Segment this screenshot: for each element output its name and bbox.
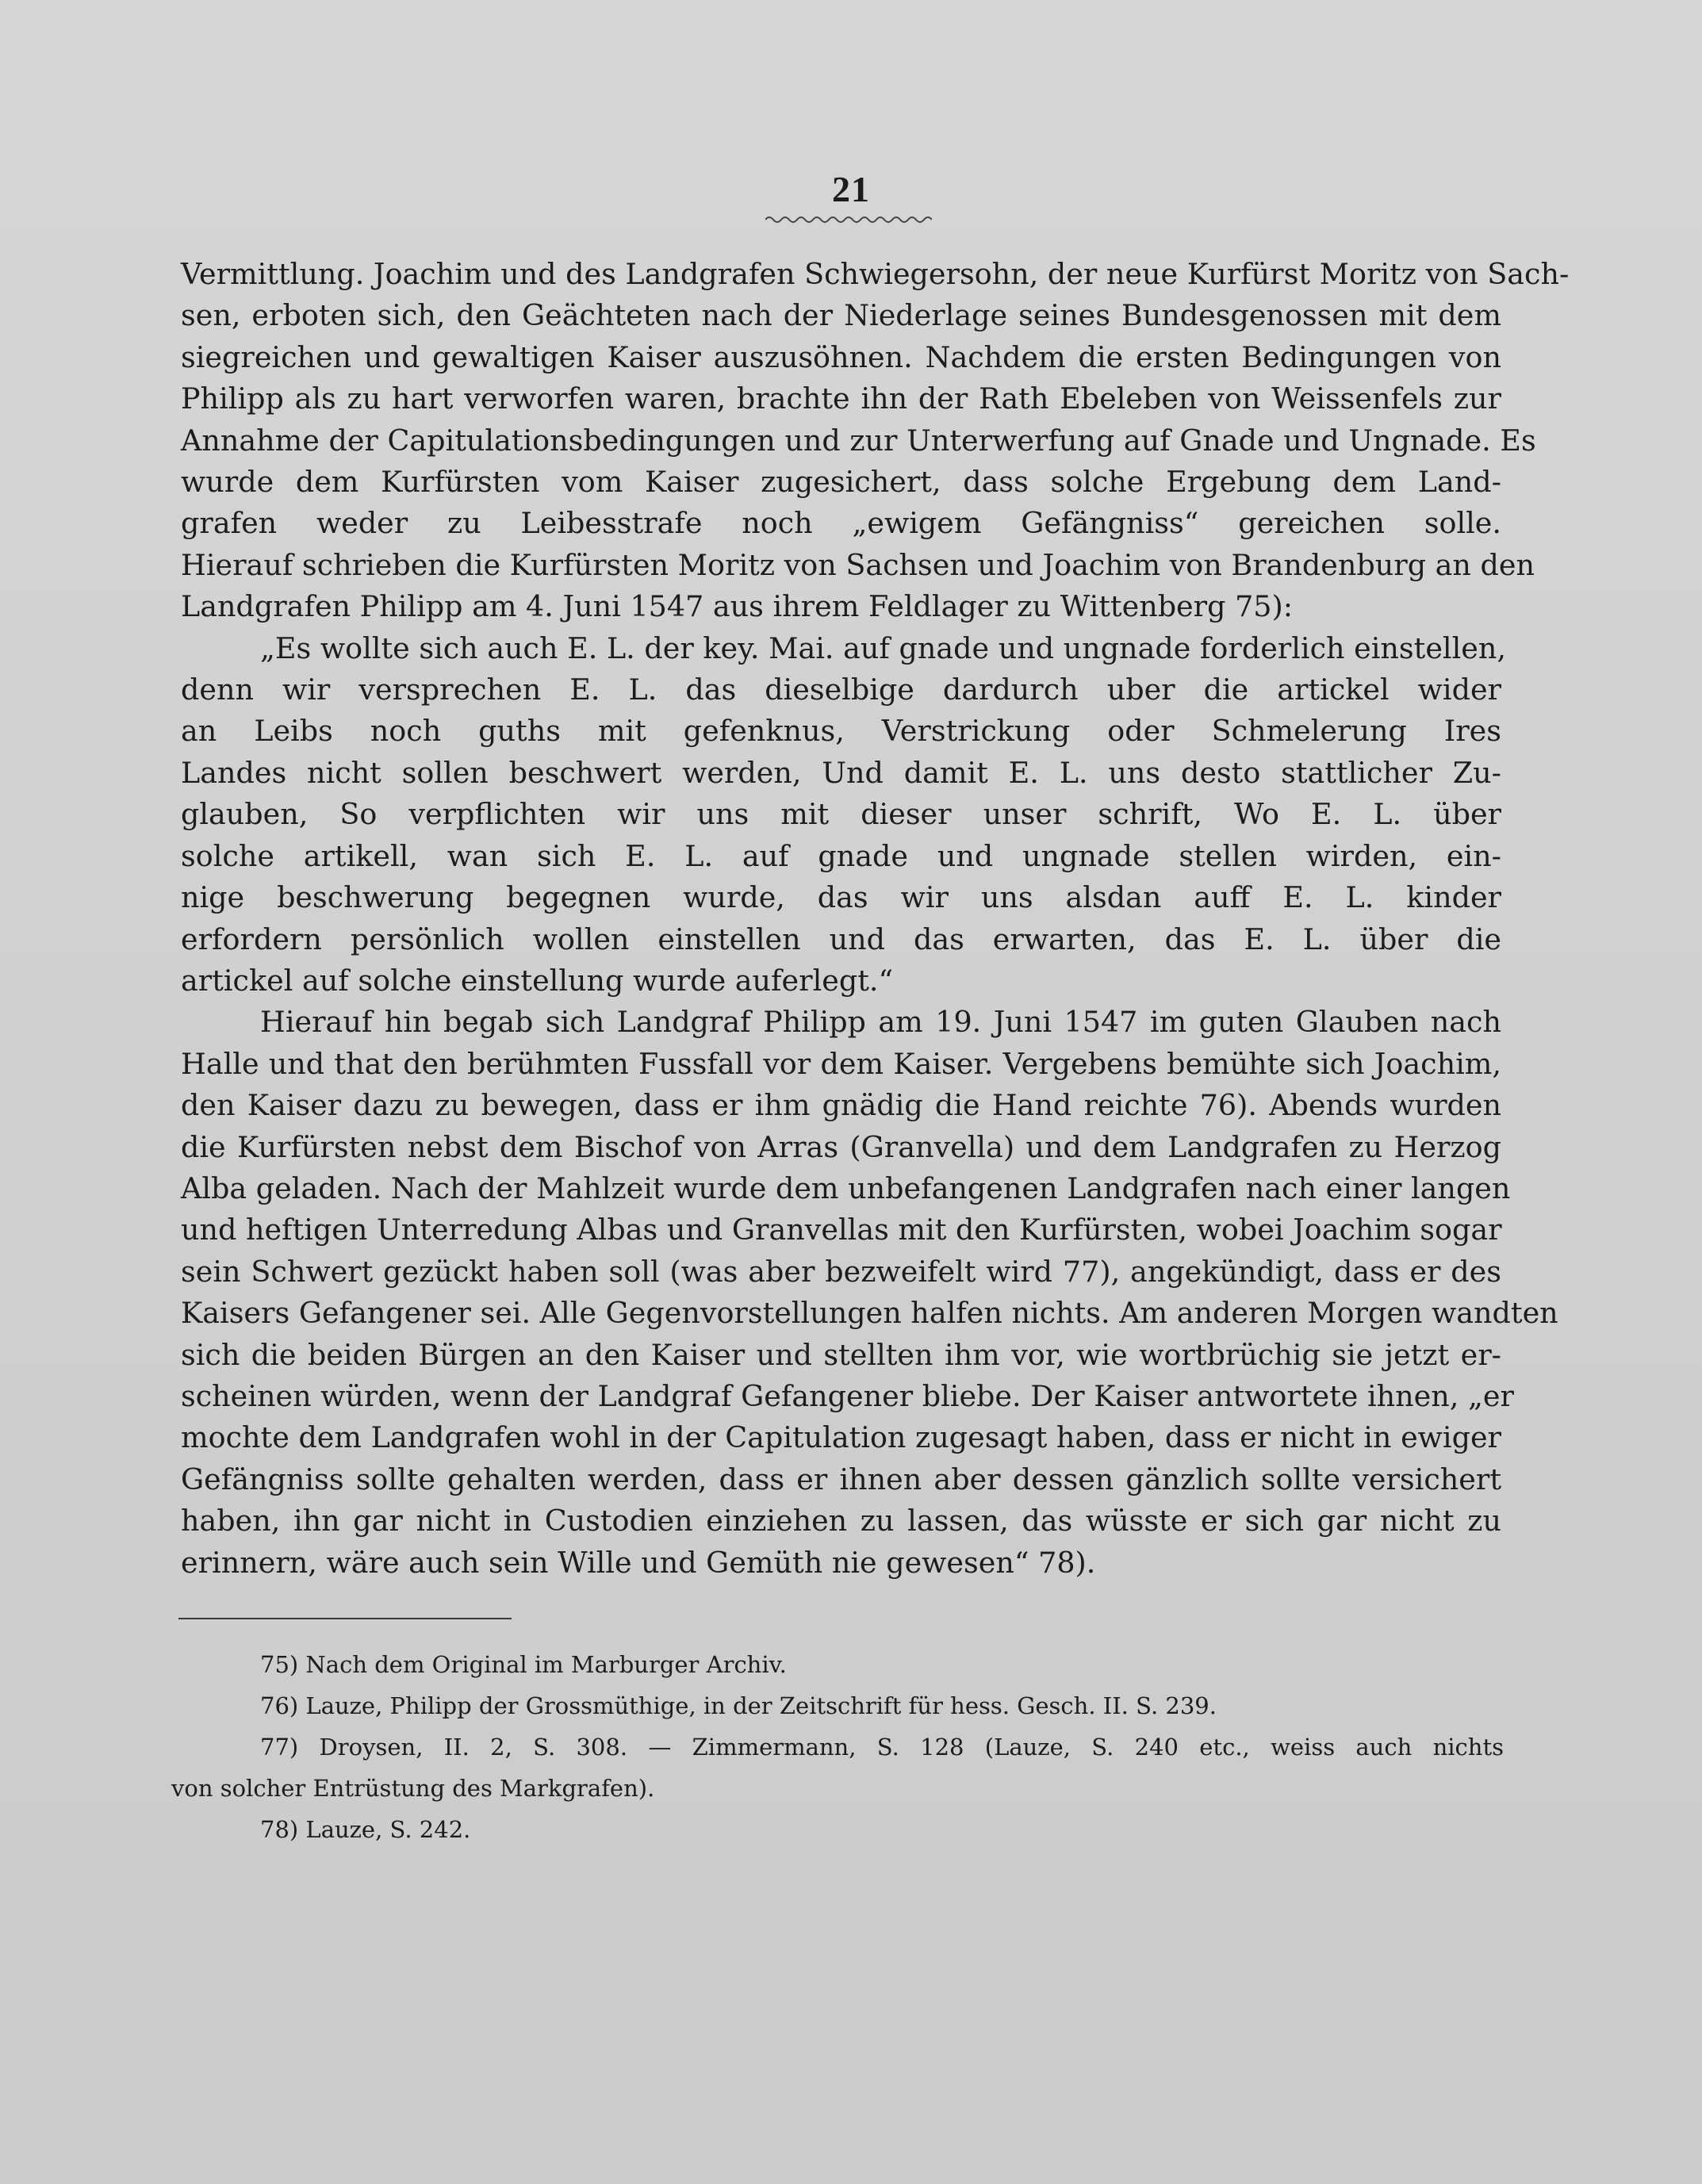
text-line: mochte dem Landgrafen wohl in der Capitulation zugesagt haben, dass er nicht in ewiger: [181, 1420, 1501, 1455]
text-line: Hierauf schrieben die Kurfürsten Moritz von Sachsen und Joachim von Brandenburg an den: [181, 547, 1535, 582]
text-line: siegreichen und gewaltigen Kaiser auszusöhnen. Nachdem die ersten Bedingungen von: [181, 339, 1501, 374]
text-line: den Kaiser dazu zu bewegen, dass er ihm gnädig die Hand reichte 76). Abends wurden: [181, 1088, 1501, 1123]
quote-line: denn wir versprechen E. L. das dieselbige dardurch uber die artickel wider: [181, 672, 1501, 707]
quote-line: Landes nicht sollen beschwert werden, Und damit E. L. uns desto stattlicher Zu-: [181, 755, 1501, 790]
text-line: sich die beiden Bürgen an den Kaiser und stellten ihm vor, wie wortbrüchig sie jetzt er-: [181, 1337, 1501, 1372]
text-line: Philipp als zu hart verworfen waren, brachte ihn der Rath Ebeleben von Weissenfels zur: [181, 381, 1501, 416]
footnote-77: 77) Droysen, II. 2, S. 308. — Zimmermann, S. 128 (Lauze, S. 240 etc., weiss auch nichts: [260, 1734, 1504, 1761]
text-line: und heftigen Unterredung Albas und Granvellas mit den Kurfürsten, wobei Joachim sogar: [181, 1213, 1502, 1247]
text-line: haben, ihn gar nicht in Custodien einziehen zu lassen, das wüsste er sich gar nicht zu: [181, 1504, 1501, 1538]
text-line: Alba geladen. Nach der Mahlzeit wurde dem unbefangenen Landgrafen nach einer langen: [181, 1171, 1511, 1205]
text-line: sen, erboten sich, den Geächteten nach der Niederlage seines Bundesgenossen mit dem: [181, 298, 1501, 333]
text-line: grafen weder zu Leibesstrafe noch „ewigem Gefängniss“ gereichen solle.: [181, 506, 1501, 541]
text-line: sein Schwert gezückt haben soll (was aber bezweifelt wird 77), angekündigt, dass er des: [181, 1254, 1501, 1289]
text-line: Vermittlung. Joachim und des Landgrafen Schwiegersohn, der neue Kurfürst Moritz von Sach-: [181, 257, 1570, 291]
text-line: Annahme der Capitulationsbedingungen und zur Unterwerfung auf Gnade und Ungnade. Es: [181, 423, 1536, 458]
ornament-rule: [765, 214, 932, 225]
footnote-75: 75) Nach dem Original im Marburger Archiv.: [260, 1651, 787, 1678]
text-line: Halle und that den berühmten Fussfall vor dem Kaiser. Vergebens bemühte sich Joachim,: [181, 1046, 1501, 1081]
body-text: [181, 254, 1570, 1584]
quote-line: „Es wollte sich auch E. L. der key. Mai. auf gnade und ungnade forderlich einstellen,: [260, 630, 1506, 665]
quote-line: glauben, So verpflichten wir uns mit dieser unser schrift, Wo E. L. über: [181, 797, 1501, 832]
text-line: Gefängniss sollte gehalten werden, dass er ihnen aber dessen gänzlich sollte versichert: [181, 1462, 1501, 1496]
footnote-77-continued: von solcher Entrüstung des Markgrafen).: [171, 1775, 655, 1802]
footnote-separator: [178, 1618, 512, 1619]
page-number: 21: [832, 169, 870, 209]
text-line: Landgrafen Philipp am 4. Juni 1547 aus ihrem Feldlager zu Wittenberg 75):: [181, 589, 1294, 624]
footnote-78: 78) Lauze, S. 242.: [260, 1816, 471, 1843]
quote-line: an Leibs noch guths mit gefenknus, Verstrickung oder Schmelerung Ires: [181, 714, 1501, 749]
quote-line: solche artikell, wan sich E. L. auf gnade und ungnade stellen wirden, ein-: [181, 838, 1501, 873]
text-line: Kaisers Gefangener sei. Alle Gegenvorstellungen halfen nichts. Am anderen Morgen wandten: [181, 1296, 1558, 1331]
quote-line: artickel auf solche einstellung wurde auferlegt.“: [181, 963, 894, 998]
quote-line: nige beschwerung begegnen wurde, das wir uns alsdan auff E. L. kinder: [181, 880, 1501, 915]
footnotes: [171, 1644, 1504, 1850]
quote-line: erfordern persönlich wollen einstellen und das erwarten, das E. L. über die: [181, 921, 1501, 956]
text-line: erinnern, wäre auch sein Wille und Gemüth nie gewesen“ 78).: [181, 1545, 1096, 1580]
text-line: die Kurfürsten nebst dem Bischof von Arras (Granvella) und dem Landgrafen zu Herzog: [181, 1129, 1501, 1164]
text-line: wurde dem Kurfürsten vom Kaiser zugesichert, dass solche Ergebung dem Land-: [181, 465, 1501, 500]
footnote-76: 76) Lauze, Philipp der Grossmüthige, in der Zeitschrift für hess. Gesch. II. S. 239.: [260, 1692, 1217, 1719]
text-line: scheinen würden, wenn der Landgraf Gefangener bliebe. Der Kaiser antwortete ihnen, „er: [181, 1378, 1514, 1413]
text-line: Hierauf hin begab sich Landgraf Philipp am 19. Juni 1547 im guten Glauben nach: [260, 1005, 1501, 1040]
